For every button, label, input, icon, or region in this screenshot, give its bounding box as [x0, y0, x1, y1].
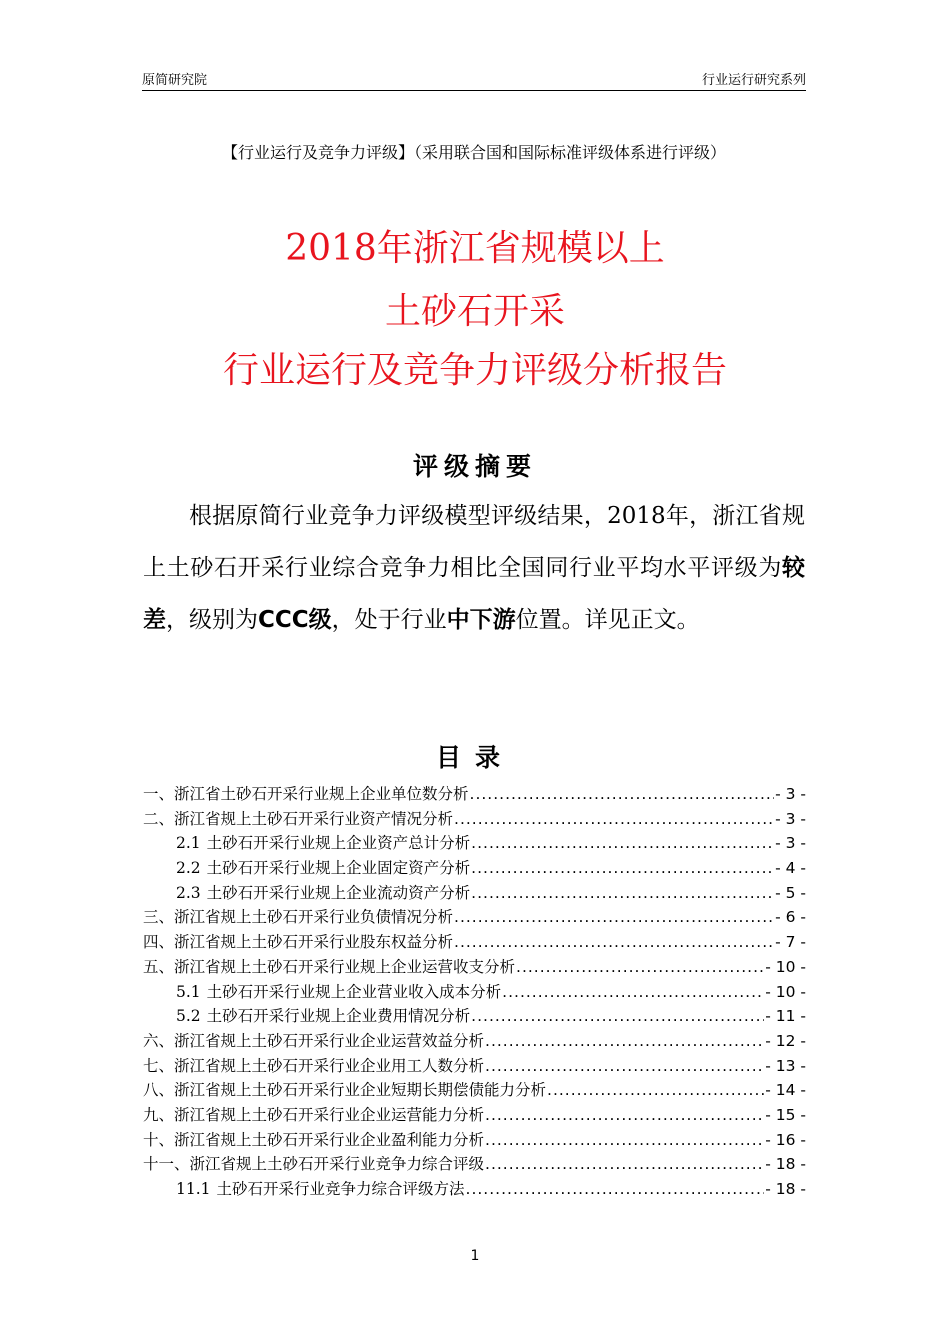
toc-entry[interactable] — [143, 1029, 806, 1054]
toc-leader-dots — [454, 908, 774, 926]
toc-leader-dots — [471, 1007, 764, 1025]
toc-entry[interactable] — [143, 980, 806, 1005]
toc-entry-page: - 6 - — [775, 908, 806, 927]
toc-entry-number: 2.1 — [176, 834, 201, 853]
toc-entry-page: - 3 - — [775, 834, 806, 853]
toc-entry-page: - 12 - — [765, 1031, 806, 1050]
page-header — [142, 66, 806, 91]
toc-entry[interactable] — [143, 1152, 806, 1177]
summary-text: 根据原简行业竞争力评级模型评级结果，2018年，浙江省规上土砂石开采行业综合竞争力相比全国同行业平均水平评级为 — [143, 503, 805, 581]
toc-leader-dots — [470, 785, 775, 803]
summary-rating-label: 较差 — [143, 555, 805, 633]
page-number: 1 — [470, 1248, 480, 1264]
toc-entry-label: 六、浙江省规上土砂石开采行业企业运营效益分析 — [143, 1031, 485, 1050]
toc-entry-label: 四、浙江省规上土砂石开采行业股东权益分析 — [143, 933, 454, 952]
toc-leader-dots — [466, 1180, 765, 1198]
toc-leader-dots — [502, 983, 764, 1001]
summary-text: 位置。详见正文。 — [515, 607, 700, 633]
toc-entry-page: - 11 - — [765, 1007, 806, 1026]
toc-entry-label: 九、浙江省规上土砂石开采行业企业运营能力分析 — [143, 1105, 485, 1124]
toc-entry-page: - 3 - — [775, 809, 806, 828]
toc-entry-page: - 16 - — [765, 1130, 806, 1149]
toc-entry-page: - 18 - — [765, 1155, 806, 1174]
rating-note: 【行业运行及竞争力评级】（采用联合国和国际标准评级体系进行评级） — [221, 143, 726, 162]
toc-entry[interactable] — [143, 1004, 806, 1029]
toc-entry-page: - 10 - — [765, 957, 806, 976]
toc-leader-dots — [471, 859, 774, 877]
toc-entry-label: 土砂石开采行业竞争力综合评级方法 — [216, 1180, 465, 1198]
toc-entry-number: 11.1 — [176, 1180, 211, 1198]
toc-entry[interactable] — [143, 1078, 806, 1103]
toc-entry-label: 十一、浙江省规上土砂石开采行业竞争力综合评级 — [143, 1155, 485, 1174]
toc-entry-label: 五、浙江省规上土砂石开采行业规上企业运营收支分析 — [143, 957, 516, 976]
toc-heading: 目录 — [435, 743, 514, 772]
toc-leader-dots — [454, 933, 774, 951]
header-org-name: 原简研究院 — [142, 73, 208, 88]
toc-entry-label: 八、浙江省规上土砂石开采行业企业短期长期偿债能力分析 — [143, 1081, 547, 1100]
toc-entry-label: 一、浙江省土砂石开采行业规上企业单位数分析 — [143, 785, 469, 803]
toc-entry-page: - 4 - — [775, 859, 806, 878]
toc-entry[interactable] — [143, 856, 806, 881]
summary-rating-grade: CCC级 — [258, 607, 332, 633]
toc-entry[interactable] — [143, 930, 806, 955]
report-title-line-1: 2018年浙江省规模以上 — [285, 228, 665, 269]
header-series-name: 行业运行研究系列 — [701, 73, 806, 88]
toc-entry-label: 土砂石开采行业规上企业资产总计分析 — [206, 834, 471, 853]
toc-entry-page: - 15 - — [765, 1105, 806, 1124]
toc-entry-label: 土砂石开采行业规上企业流动资产分析 — [206, 883, 471, 902]
summary-paragraph — [143, 490, 805, 646]
toc-entry[interactable] — [143, 1128, 806, 1153]
toc-entry-label: 二、浙江省规上土砂石开采行业资产情况分析 — [143, 809, 454, 828]
summary-text: ，处于行业 — [331, 607, 447, 633]
toc-entry[interactable] — [143, 1177, 806, 1202]
toc-leader-dots — [485, 1057, 764, 1075]
toc-entry-label: 土砂石开采行业规上企业固定资产分析 — [206, 859, 471, 878]
toc-leader-dots — [547, 1081, 764, 1099]
toc-entry[interactable] — [143, 782, 806, 807]
toc-entry-page: - 7 - — [775, 933, 806, 952]
toc-leader-dots — [485, 1131, 764, 1149]
toc-entry[interactable] — [143, 807, 806, 832]
toc-entry-page: - 13 - — [765, 1056, 806, 1075]
toc-entry[interactable] — [143, 831, 806, 856]
toc-entry[interactable] — [143, 905, 806, 930]
summary-heading: 评级摘要 — [412, 452, 537, 481]
toc-entry-label: 土砂石开采行业规上企业费用情况分析 — [206, 1007, 471, 1026]
toc-leader-dots — [471, 884, 774, 902]
toc-entry-page: - 18 - — [765, 1180, 806, 1198]
toc-entry-label: 七、浙江省规上土砂石开采行业企业用工人数分析 — [143, 1056, 485, 1075]
toc-entry-number: 2.2 — [176, 859, 201, 878]
toc-entry-label: 土砂石开采行业规上企业营业收入成本分析 — [206, 982, 502, 1001]
toc-entry-page: - 14 - — [765, 1081, 806, 1100]
toc-entry-number: 5.1 — [176, 982, 201, 1001]
table-of-contents — [143, 782, 806, 1202]
toc-entry-page: - 10 - — [765, 982, 806, 1001]
toc-entry[interactable] — [143, 881, 806, 906]
toc-leader-dots — [485, 1155, 764, 1173]
toc-entry-number: 2.3 — [176, 883, 201, 902]
toc-entry-page: - 3 - — [775, 785, 806, 803]
toc-leader-dots — [516, 958, 764, 976]
toc-entry[interactable] — [143, 1054, 806, 1079]
report-title-line-2: 土砂石开采 — [384, 291, 565, 332]
toc-entry-page: - 5 - — [775, 883, 806, 902]
summary-text: ，级别为 — [166, 607, 258, 633]
summary-rating-position: 中下游 — [446, 607, 516, 633]
toc-entry-label: 十、浙江省规上土砂石开采行业企业盈利能力分析 — [143, 1130, 485, 1149]
toc-entry-number: 5.2 — [176, 1007, 201, 1026]
toc-entry[interactable] — [143, 1103, 806, 1128]
toc-entry-label: 三、浙江省规上土砂石开采行业负债情况分析 — [143, 908, 454, 927]
toc-entry[interactable] — [143, 955, 806, 980]
toc-leader-dots — [485, 1106, 764, 1124]
report-title-line-3: 行业运行及竞争力评级分析报告 — [222, 350, 727, 391]
toc-leader-dots — [485, 1032, 764, 1050]
toc-leader-dots — [454, 810, 774, 828]
toc-leader-dots — [471, 834, 774, 852]
